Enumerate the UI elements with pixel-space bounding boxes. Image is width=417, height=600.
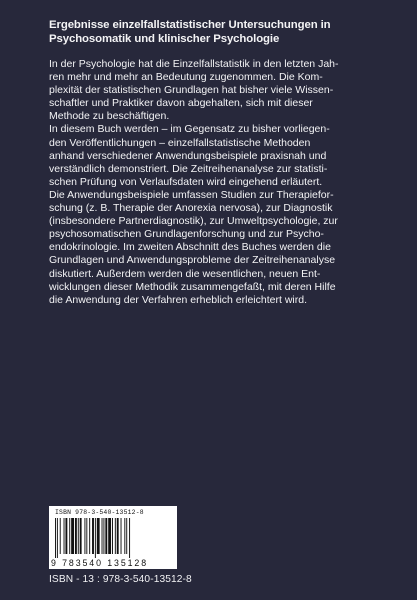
barcode-bar xyxy=(97,518,100,554)
blurb-line: Die Anwendungsbeispiele umfassen Studien zur Therapiefor- xyxy=(49,188,334,201)
blurb-line: schung (z. B. Therapie der Anorexia nervosa), zur Diagnostik xyxy=(49,202,333,215)
barcode-bar xyxy=(57,518,58,558)
barcode-bar xyxy=(103,518,104,554)
blurb-line: (insbesondere Partnerdiagnostik), zur Umweltpsychologie, zur xyxy=(49,215,338,228)
barcode-bar xyxy=(64,518,65,554)
barcode-isbn-text: ISBN 978-3-540-13512-8 xyxy=(55,509,144,516)
isbn-13-line: ISBN - 13 : 978-3-540-13512-8 xyxy=(49,574,192,585)
barcode-digits: 9 783540 135128 xyxy=(51,558,148,568)
blurb-text xyxy=(49,58,387,307)
barcode-bar xyxy=(108,518,111,554)
barcode-bar xyxy=(121,518,122,554)
barcode-bar xyxy=(129,518,130,558)
barcode-bar xyxy=(112,518,113,554)
barcode-bar xyxy=(80,518,82,554)
blurb-line: wicklungen dieser Methodik zusammengefaßt, mit deren Hilfe xyxy=(49,280,336,293)
blurb-line: die Anwendung der Verfahren erheblich erleichtert wird. xyxy=(49,293,307,306)
barcode-bar xyxy=(124,518,125,554)
barcode-bar xyxy=(95,518,96,558)
blurb-line: schen Prüfung von Verlaufsdaten wird eingehend erläutert. xyxy=(49,175,323,188)
blurb-line: Grundlagen und Anwendungsprobleme der Zeitreihenanalyse xyxy=(49,254,336,267)
blurb-line: schaftler und Praktiker davon abgehalten, sich mit dieser xyxy=(49,97,313,110)
blurb-line: In der Psychologie hat die Einzelfallstatistik in den letzten Jah- xyxy=(49,58,339,70)
blurb-line: ren mehr und mehr an Bedeutung zugenommen. Die Kom- xyxy=(49,71,323,84)
barcode-bar xyxy=(60,518,61,554)
blurb-line: endokrinologie. Im zweiten Abschnitt des Buches werden die xyxy=(49,241,331,254)
blurb-line: Methode zu beschäftigen. xyxy=(49,110,170,123)
barcode-bar xyxy=(89,518,90,554)
barcode-bar xyxy=(105,518,107,554)
barcode-label xyxy=(49,506,177,569)
barcode-bar xyxy=(75,518,77,554)
barcode-icon xyxy=(55,518,171,558)
blurb-line: plexität der statistischen Grundlagen hat bisher viele Wissen- xyxy=(49,84,334,97)
blurb-line: diskutiert. Außerdem werden die wesentlichen, neuen Ent- xyxy=(49,267,321,280)
barcode-bar xyxy=(86,518,87,554)
blurb-line: In diesem Buch werden – im Gegensatz zu bisher vorliegen- xyxy=(49,123,330,136)
blurb-line: verständlich demonstriert. Die Zeitreihenanalyse zur statisti- xyxy=(49,162,328,175)
blurb-line: psychosomatischen Grundlagenforschung und zur Psycho- xyxy=(49,228,324,241)
cover-title xyxy=(49,18,379,46)
barcode-bar xyxy=(84,518,85,554)
blurb-line: den Veröffentlichungen – einzelfallstatistische Methoden xyxy=(49,136,311,149)
barcode-bar xyxy=(126,518,127,554)
barcode-bar xyxy=(55,518,56,558)
title-line-2: Psychosomatik und klinischer Psychologie xyxy=(49,33,280,45)
barcode-bar xyxy=(92,518,94,554)
title-line-1: Ergebnisse einzelfallstatistischer Untersuchungen in xyxy=(49,19,331,31)
barcode-bar xyxy=(102,518,103,554)
barcode-bar xyxy=(117,518,119,554)
barcode-bar xyxy=(115,518,116,554)
barcode-bar xyxy=(78,518,79,554)
barcode-bar xyxy=(65,518,67,554)
barcode-bar xyxy=(71,518,74,554)
barcode-bar xyxy=(69,518,70,554)
blurb-line: anhand verschiedener Anwendungsbeispiele praxisnah und xyxy=(49,149,327,162)
